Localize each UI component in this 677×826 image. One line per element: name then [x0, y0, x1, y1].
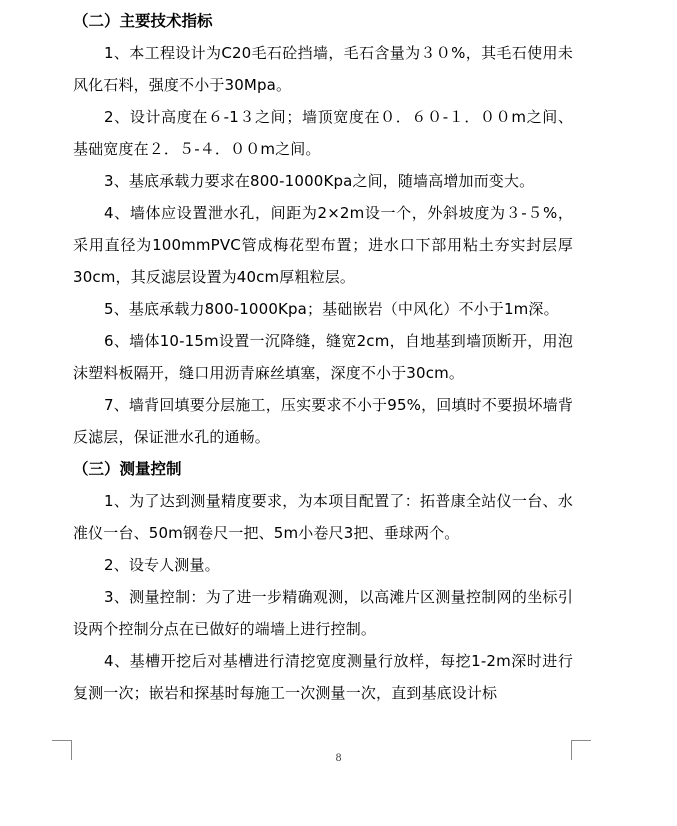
paragraph-spec-6: 6、墙体10-15m设置一沉降缝，缝宽2cm，自地基到墙顶断开，用泡沫塑料板隔开，缝口用沥青麻丝填塞，深度不小于30cm。: [73, 332, 573, 382]
paragraph-spec-4: 4、墙体应设置泄水孔，间距为2×2m设一个，外斜坡度为３-５%，采用直径为100mmPVC管成梅花型布置；进水口下部用粘土夯实封层厚30cm，其反滤层设置为40cm厚粗粒层。: [73, 204, 573, 286]
paragraph-spec-2: 2、设计高度在６-1３之间；墙顶宽度在０．６０-１．００m之间、基础宽度在２．５-４．００m之间。: [73, 108, 573, 158]
paragraph-spec-7: 7、墙背回填要分层施工，压实要求不小于95%，回填时不要损坏墙背反滤层，保证泄水孔的通畅。: [73, 396, 573, 446]
section-heading-tech-specs: （二）主要技术指标: [73, 12, 213, 30]
page-content: [73, 5, 573, 709]
paragraph-spec-1: 1、本工程设计为C20毛石砼挡墙，毛石含量为３０%，其毛石使用未风化石料，强度不小于30Mpa。: [73, 44, 573, 94]
paragraph-spec-5: 5、基底承载力800-1000Kpa；基础嵌岩（中风化）不小于1m深。: [104, 300, 559, 318]
page-number: 8: [335, 753, 342, 764]
paragraph-survey-2: 2、设专人测量。: [104, 556, 220, 574]
section-heading-survey-control: （三）测量控制: [73, 460, 182, 478]
paragraph-survey-4: 4、基槽开挖后对基槽进行清挖宽度测量行放样，每挖1-2m深时进行复测一次；嵌岩和探基时每施工一次测量一次，直到基底设计标: [73, 652, 573, 702]
paragraph-spec-3: 3、基底承载力要求在800-1000Kpa之间，随墙高增加而变大。: [104, 172, 535, 190]
paragraph-survey-1: 1、为了达到测量精度要求，为本项目配置了：拓普康全站仪一台、水准仪一台、50m钢卷尺一把、5m小卷尺3把、垂球两个。: [73, 492, 573, 542]
paragraph-survey-3: 3、测量控制：为了进一步精确观测，以高滩片区测量控制网的坐标引设两个控制分点在已做好的端墙上进行控制。: [73, 588, 573, 638]
